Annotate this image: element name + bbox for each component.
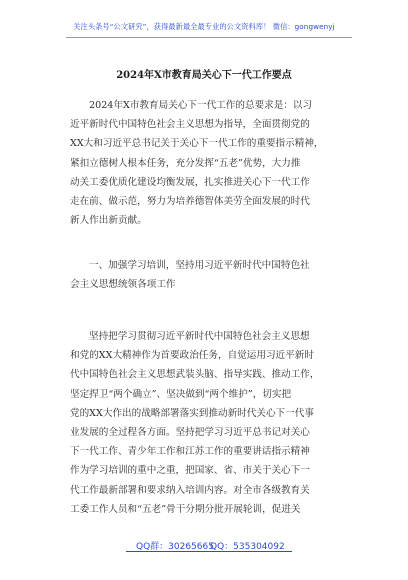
header-divider xyxy=(66,37,352,38)
paragraph-line: 坚定捍卫“两个确立”、坚决做到“两个维护”，切实把 xyxy=(70,388,292,400)
footer-qq-contact[interactable]: QQ：535304092 xyxy=(210,542,285,552)
paragraph-line: 代工作最新部署和要求纳入培训内容。对全市各级教育关 xyxy=(70,484,310,496)
heading-line: 一、加强学习培训，坚持用习近平新时代中国特色社 xyxy=(89,260,310,271)
paragraph-line: 紧扣立德树人根本任务，充分发挥“五老”优势，大力推 xyxy=(70,157,301,169)
paragraph-line: 业发展的全过程各方面。坚持把学习习近平总书记对关心 xyxy=(70,426,310,438)
header-banner[interactable]: 关注头条号“公文研究”，获得最新最全最专业的公文资料库！ 微信：gongwenyj xyxy=(73,22,335,31)
paragraph-line: 工委工作人员和“五老”骨干分期分批开展轮训，促进关 xyxy=(70,503,301,515)
document-title: 2024年X市教育局关心下一代工作要点 xyxy=(116,70,292,81)
paragraph-study xyxy=(70,327,346,519)
footer-qq-group[interactable]: QQ群：30265665 xyxy=(136,542,214,552)
paragraph-line: 作为学习培训的重中之重，把国家、省、市关于关心下一 xyxy=(70,465,310,477)
paragraph-line: 和党的XX大精神作为首要政治任务，自觉运用习近平新时 xyxy=(70,350,314,362)
paragraph-line: 动关工委优质化建设均衡发展，扎实推进关心下一代工作 xyxy=(70,176,310,188)
paragraph-line: 走在前、做示范，努力为培养德智体美劳全面发展的时代 xyxy=(70,195,310,207)
paragraph-line: 党的XX大作出的战略部署落实到推动新时代关心下一代事 xyxy=(70,407,314,419)
paragraph-line: 2024年X市教育局关心下一代工作的总要求是：以习 xyxy=(89,100,313,111)
paragraph-line: 近平新时代中国特色社会主义思想为指导，全面贯彻党的 xyxy=(70,119,310,131)
heading-line: 会主义思想统领各项工作 xyxy=(70,279,176,291)
paragraph-line: 下一代工作、青少年工作和江苏工作的重要讲话指示精神 xyxy=(70,446,310,458)
footer-underline xyxy=(126,551,292,552)
paragraph-intro xyxy=(70,96,346,230)
paragraph-line: 代中国特色社会主义思想武装头脑、指导实践、推动工作， xyxy=(70,369,320,381)
section-heading-1 xyxy=(70,256,346,294)
paragraph-line: 新人作出新贡献。 xyxy=(70,215,147,227)
paragraph-line: 坚持把学习贯彻习近平新时代中国特色社会主义思想 xyxy=(89,331,310,342)
paragraph-line: XX大和习近平总书记关于关心下一代工作的重要指示精神， xyxy=(70,138,324,150)
